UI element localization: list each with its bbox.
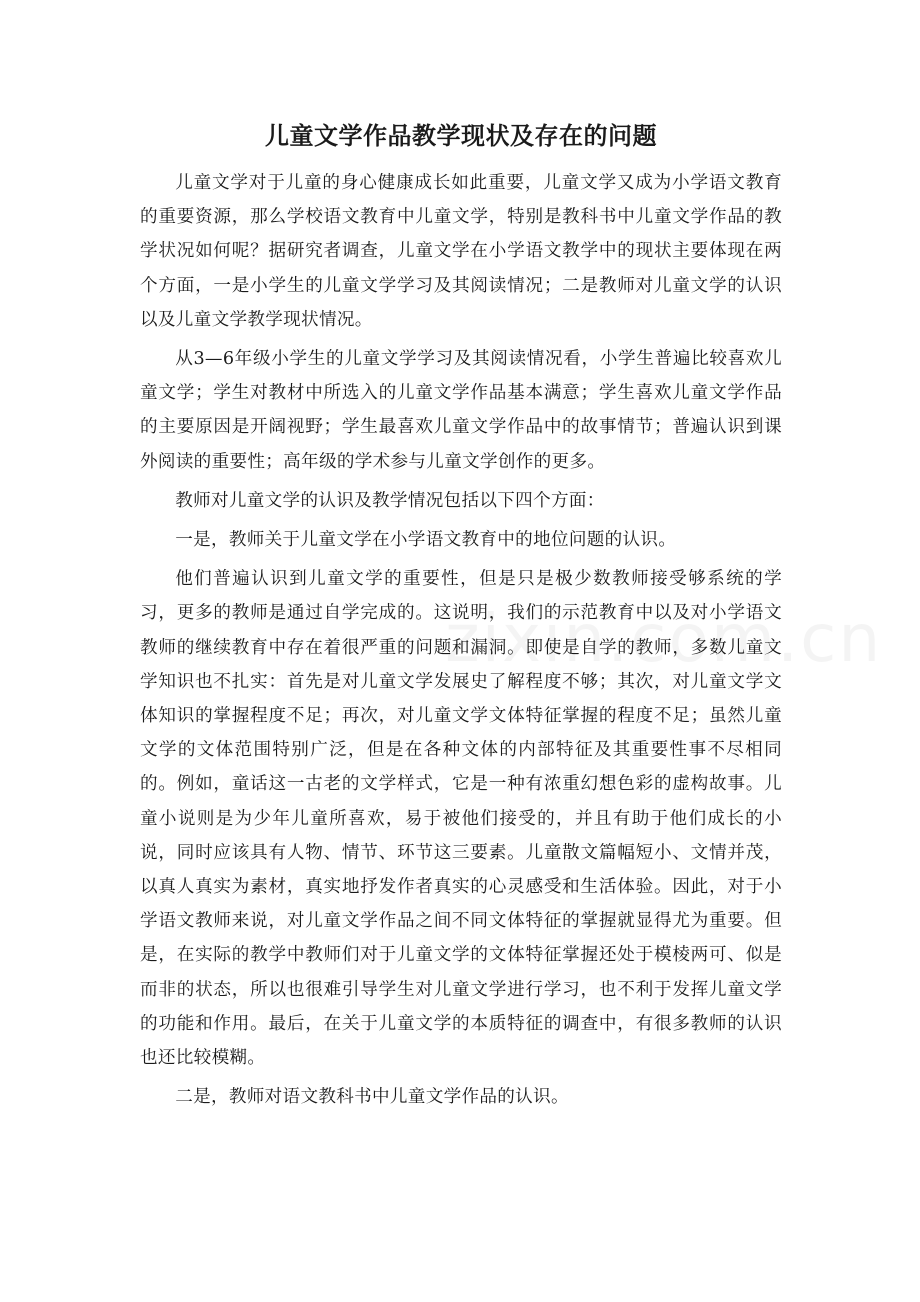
page-title: 儿童文学作品教学现状及存在的问题 <box>265 122 657 150</box>
paragraph-point-two: 二是，教师对语文教科书中儿童文学作品的认识。 <box>175 1087 569 1108</box>
paragraph-intro: 儿童文学对于儿童的身心健康成长如此重要，儿童文学又成为小学语文教育的重要资源，那么学校语文教育中儿童文学，特别是教科书中儿童文学作品的教学状况如何呢？据研究者调查，儿童文学在小学语文教学中的现状主要体现在两个方面，一是小学生的儿童文学学习及其阅读情况；二是教师对儿童文学的认识以及儿童文学教学现状情况。 <box>140 173 782 330</box>
paragraph-teacher-overview: 教师对儿童文学的认识及教学情况包括以下四个方面： <box>175 490 605 511</box>
paragraph-point-one-detail: 他们普遍认识到儿童文学的重要性，但是只是极少数教师接受够系统的学习，更多的教师是通过自学完成的。这说明，我们的示范教育中以及对小学语文教师的继续教育中存在着很严重的问题和漏洞。即使是自学的教师，多数儿童文学知识也不扎实：首先是对儿童文学发展史了解程度不够；其次，对儿童文学文体知识的掌握程度不足；再次，对儿童文学文体特征掌握的程度不足；虽然儿童文学的文体范围特别广泛，但是在各种文体的内部特征及其重要性事不尽相同的。例如，童话这一古老的文学样式，它是一种有浓重幻想色彩的虚构故事。儿童小说则是为少年儿童所喜欢，易于被他们接受的，并且有助于他们成长的小说，同时应该具有人物、情节、环节这三要素。儿童散文篇幅短小、文情并茂，以真人真实为素材，真实地抒发作者真实的心灵感受和生活体验。因此，对于小学语文教师来说，对儿童文学作品之间不同文体特征的掌握就显得尤为重要。但是，在实际的教学中教师们对于儿童文学的文体特征掌握还处于模棱两可、似是而非的状态，所以也很难引导学生对儿童文学进行学习，也不利于发挥儿童文学的功能和作用。最后，在关于儿童文学的本质特征的调查中，有很多教师的认识也还比较模糊。 <box>140 569 782 1069</box>
paragraph-point-one: 一是，教师关于儿童文学在小学语文教育中的地位问题的认识。 <box>175 530 677 551</box>
document-body <box>140 118 782 1119</box>
paragraph-student-reading: 从3—6年级小学生的儿童文学学习及其阅读情况看，小学生普遍比较喜欢儿童文学；学生对教材中所选入的儿童文学作品基本满意；学生喜欢儿童文学作品的主要原因是开阔视野；学生最喜欢儿童文学作品中的故事情节；普遍认识到课外阅读的重要性；高年级的学术参与儿童文学创作的更多。 <box>140 349 782 472</box>
